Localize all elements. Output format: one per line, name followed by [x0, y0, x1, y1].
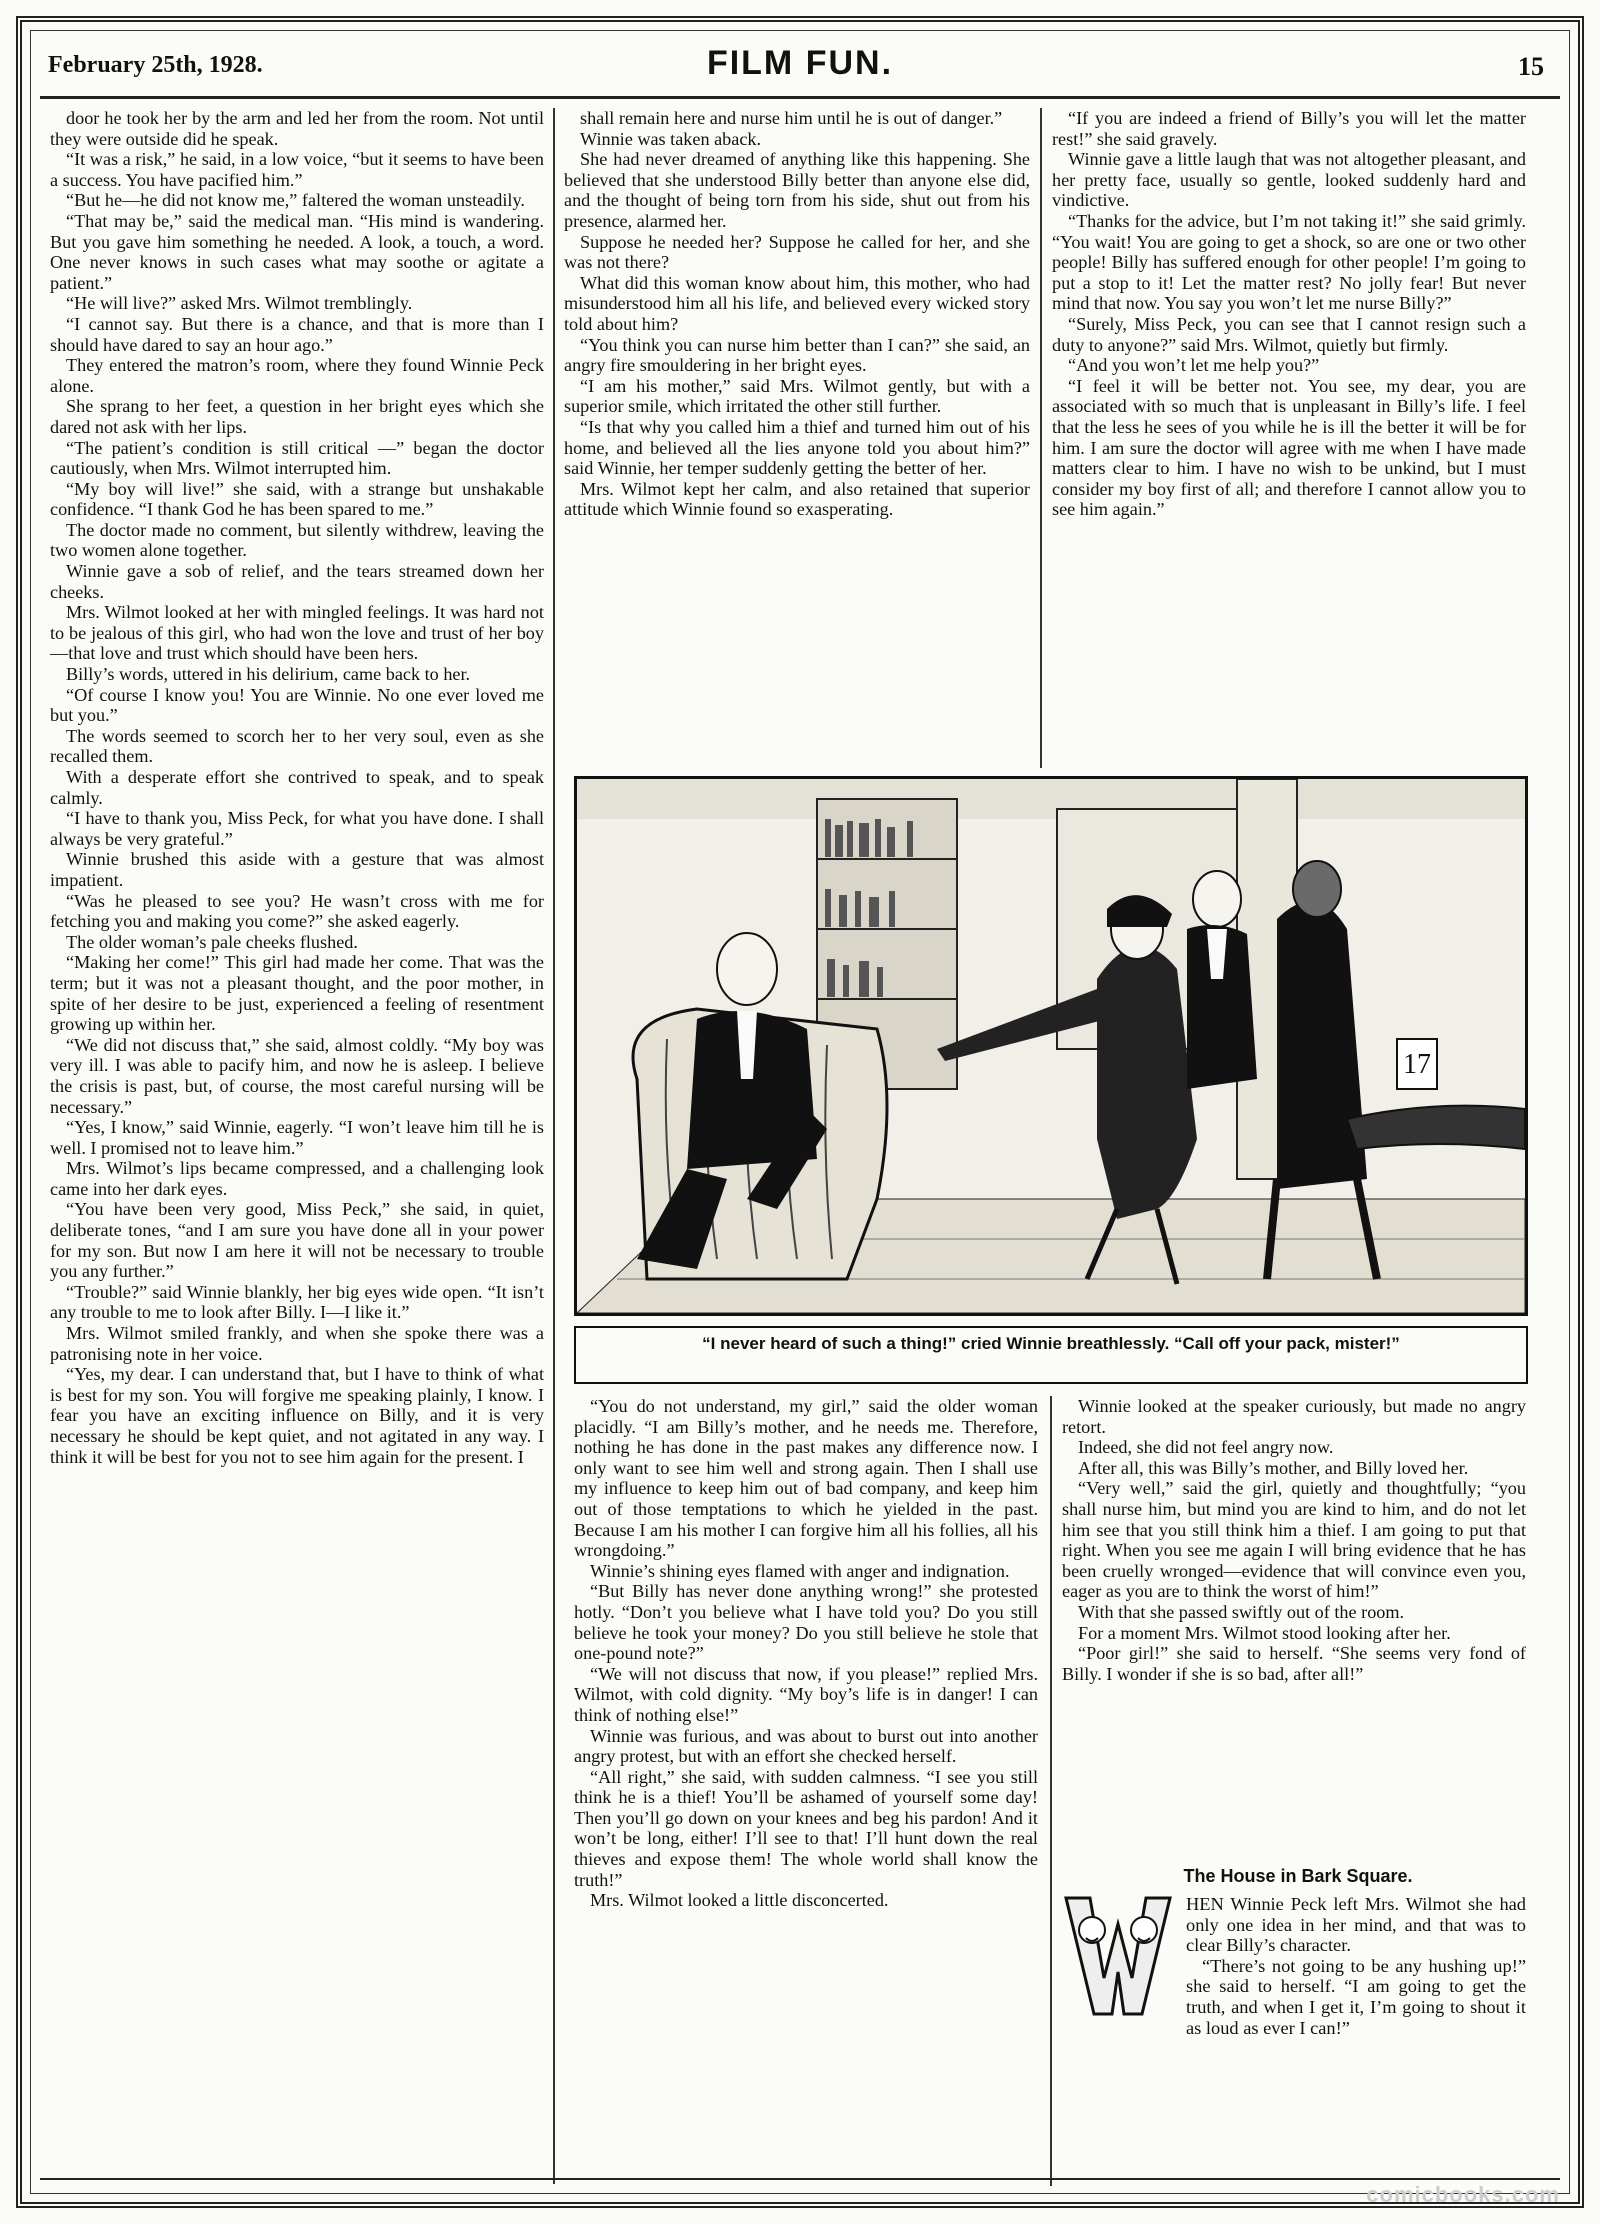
paragraph: After all, this was Billy’s mother, and Billy loved her. [1078, 1457, 1469, 1478]
paragraph: Winnie was taken aback. [580, 128, 762, 149]
paragraph: For a moment Mrs. Wilmot stood looking after her. [1078, 1622, 1451, 1643]
paragraph: The doctor made no comment, but silently withdrew, leaving the two women alone together. [50, 519, 544, 561]
paragraph: The older woman’s pale cheeks flushed. [66, 931, 358, 952]
paragraph: Mrs. Wilmot’s lips became compressed, and a challenging look came into her dark eyes. [50, 1158, 544, 1199]
paragraph: “I feel it will be better not. You see, my dear, you are associated with so much that is unpleasant in Billy’s life. I feel that the less he sees of you while he is ill the better it will be for him. I am sure the doctor will agree with me when I have made matters clear to him. I have no wish to be unkind, but I must consider my boy first of all; and therefore I cannot allow you to see him again.” [1052, 375, 1526, 520]
paragraph: “Thanks for the advice, but I’m not taking it!” she said grimly. “You wait! You are going to get a shock, so are one or two other people! Billy has suffered enough for other people! I’m going to put a stop to it! Let the matter rest? No jolly fear! But never mind that now. You say you won’t let me nurse Billy?” [1052, 210, 1526, 314]
paragraph: “I cannot say. But there is a chance, and that is more than I should have dared to say an hour ago.” [50, 313, 544, 355]
paragraph: “But Billy has never done anything wrong!” she protested hotly. “Don’t you believe what I have told you? Do you still believe he took your money? Do you still believe he stole that one-pound note?” [574, 1581, 1038, 1664]
paragraph: Suppose he needed her? Suppose he called for her, and she was not there? [564, 231, 1030, 273]
paragraph: She had never dreamed of anything like this happening. She believed that she understood Billy better than anyone else did, and the thought of being torn from his side, shut out from his presence, alarmed her. [564, 149, 1030, 231]
paragraph: “Yes, I know,” said Winnie, eagerly. “I won’t leave him till he is well. I promised not to leave him.” [50, 1117, 544, 1158]
column-divider [1050, 1396, 1052, 2186]
column-divider [553, 108, 555, 2184]
column-3 [1052, 108, 1526, 768]
paragraph: Indeed, she did not feel angry now. [1078, 1437, 1334, 1458]
sign-number: 17 [1403, 1049, 1431, 1080]
paragraph: She sprang to her feet, a question in her bright eyes which she dared not ask with her lips. [50, 396, 544, 437]
paragraph: “I am his mother,” said Mrs. Wilmot gently, but with a superior smile, which irritated the other still further. [564, 375, 1030, 417]
page-number: 15 [1518, 52, 1544, 81]
issue-date: February 25th, 1928. [48, 52, 263, 78]
paragraph: “Surely, Miss Peck, you can see that I cannot resign such a duty to anyone?” said Mrs. Wilmot, quietly but firmly. [1052, 313, 1526, 355]
paragraph: Mrs. Wilmot smiled frankly, and when she spoke there was a patronising note in her voice. [50, 1323, 544, 1364]
paragraph: door he took her by the arm and led her from the room. Not until they were outside did he speak. [50, 108, 544, 149]
section-heading: The House in Bark Square. [1183, 1866, 1413, 1886]
paragraph: “We did not discuss that,” she said, almost coldly. “My boy was very ill. I was able to pacify him, and now he is asleep. I believe the crisis is past, but, of course, the most careful nursing will be necessary.” [50, 1034, 544, 1117]
paragraph: “Very well,” said the girl, quietly and thoughtfully; “you shall nurse him, but mind you are kind to him, and do not let him see that you still think him a thief. I am going to put that right. When you see me again I will bring evidence that he has been cruelly wronged—evidence that will convince even you, eager as you are to think the worst of him!” [1062, 1478, 1526, 1602]
paragraph: shall remain here and nurse him until he is out of danger.” [580, 108, 1003, 128]
paragraph: “He will live?” asked Mrs. Wilmot tremblingly. [66, 293, 413, 314]
paragraph: “Trouble?” said Winnie blankly, her big eyes wide open. “It isn’t any trouble to me to look after Billy. I—I like it.” [50, 1281, 544, 1323]
paragraph: “Yes, my dear. I can understand that, but I have to think of what is best for my son. You will forgive me speaking plainly, I know. I fear you have an exciting influence on Billy, and it is very necessary he should be kept quiet, and not agitated in any way. I think it will be best for you not to see him again for the present. I [50, 1364, 544, 1467]
paragraph: Billy’s words, uttered in his delirium, came back to her. [66, 664, 471, 685]
illustration-drawing [577, 779, 1525, 1313]
paragraph: Winnie gave a sob of relief, and the tears streamed down her cheeks. [50, 561, 544, 602]
paragraph: “The patient’s condition is still critical —” began the doctor cautiously, when Mrs. Wilmot interrupted him. [50, 437, 544, 479]
magazine-title: FILM FUN. [706, 44, 894, 82]
footer-rule [40, 2178, 1560, 2180]
paragraph: What did this woman know about him, this mother, who had misunderstood him all his life, and believed every wicked story told about him? [564, 272, 1030, 334]
paragraph: Winnie brushed this aside with a gesture that was almost impatient. [50, 849, 544, 890]
column-2 [564, 108, 1030, 768]
paragraph: “Was he pleased to see you? He wasn’t cross with me for fetching you and making you come?” she asked eagerly. [50, 890, 544, 932]
paragraph: “I have to thank you, Miss Peck, for what you have done. I shall always be very grateful.” [50, 808, 544, 849]
story-illustration [574, 776, 1528, 1316]
paragraph: “Of course I know you! You are Winnie. No one ever loved me but you.” [50, 684, 544, 726]
paragraph: “Is that why you called him a thief and turned him out of his home, and believed all the lies anyone told you about him?” said Winnie, her temper suddenly getting the better of her. [564, 416, 1030, 479]
paragraph: “My boy will live!” she said, with a strange but unshakable confidence. “I thank God he has been spared to me.” [50, 478, 544, 520]
paragraph: “You do not understand, my girl,” said the older woman placidly. “I am Billy’s mother, and he needs me. Therefore, nothing he has done in the past makes any difference now. I only want to see him well and strong again. Then I shall use my influence to keep him out of bad company, and keep him out of those temptations to which he yielded in the past. Because I am his mother I can forgive him all his follies, all his wrongdoing.” [574, 1396, 1038, 1561]
paragraph: “You have been very good, Miss Peck,” she said, in quiet, deliberate tones, “and I am sure you have done all in your power for my son. But now I am here it will not be necessary to trouble you any further.” [50, 1199, 544, 1282]
watermark: comicbooks.com [1366, 2182, 1560, 2207]
paragraph: They entered the matron’s room, where they found Winnie Peck alone. [50, 355, 544, 396]
paragraph: “You think you can nurse him better than I can?” she said, an angry fire smouldering in her bright eyes. [564, 334, 1030, 376]
paragraph: “There’s not going to be any hushing up!” she said to herself. “I am going to get the truth, and when I get it, I’m going to shout it as loud as ever I can!” [1186, 1955, 1526, 2038]
paragraph: The words seemed to scorch her to her very soul, even as she recalled them. [50, 725, 544, 767]
paragraph: “Making her come!” This girl had made her come. That was the term; but it was not a pleasant thought, and the poor mother, in spite of her desire to be just, experienced a feeling of resentment growing up within her. [50, 952, 544, 1035]
paragraph: Mrs. Wilmot looked at her with mingled feelings. It was hard not to be jealous of this girl, who had won the love and trust of her boy—that love and trust which should have been hers. [50, 602, 544, 664]
illustration-caption: “I never heard of such a thing!” cried Winnie breathlessly. “Call off your pack, mister!” [574, 1326, 1528, 1384]
header-rule [40, 96, 1560, 99]
paragraph: Winnie’s shining eyes flamed with anger and indignation. [590, 1560, 1010, 1581]
paragraph: “Poor girl!” she said to herself. “She seems very fond of Billy. I wonder if she is so bad, after all!” [1062, 1643, 1526, 1684]
paragraph: “And you won’t let me help you?” [1068, 355, 1320, 376]
paragraph: “All right,” she said, with sudden calmness. “I see you still think he is a thief! You’ll be ashamed of yourself some day! Then you’ll go down on your knees and beg his pardon! And it won’t be long, either! I’ll see to that! I’ll hunt down the real thieves and expose them! The whole world shall know the truth!” [574, 1766, 1038, 1890]
paragraph: “But he—he did not know me,” faltered the woman unsteadily. [66, 190, 525, 211]
paragraph: “It was a risk,” he said, in a low voice, “but it seems to have been a success. You have pacified him.” [50, 149, 544, 190]
paragraph: With a desperate effort she contrived to speak, and to speak calmly. [50, 767, 544, 808]
page-header [48, 44, 1552, 94]
paragraph: HEN Winnie Peck left Mrs. Wilmot she had only one idea in her mind, and that was to clear Billy’s character. [1186, 1894, 1526, 1956]
column-4 [574, 1396, 1038, 2188]
column-1 [50, 108, 544, 2188]
paragraph: “We will not discuss that now, if you please!” replied Mrs. Wilmot, with cold dignity. “My boy’s life is in danger! I can think of nothing else!” [574, 1663, 1038, 1725]
paragraph: Winnie looked at the speaker curiously, but made no angry retort. [1062, 1396, 1526, 1437]
column-5 [1062, 1396, 1526, 1858]
paragraph: Winnie was furious, and was about to burst out into another angry protest, but with an effort she checked herself. [574, 1725, 1038, 1767]
paragraph: “That may be,” said the medical man. “His mind is wandering. But you gave him something he needed. A look, a touch, a word. One never knows in such cases what may soothe or agitate a patient.” [50, 210, 544, 293]
paragraph: “If you are indeed a friend of Billy’s you will let the matter rest!” she said gravely. [1052, 108, 1526, 149]
drop-cap-illustration [1062, 1892, 1174, 2020]
drop-cap [1062, 1892, 1174, 2020]
paragraph: Mrs. Wilmot looked a little disconcerted. [590, 1890, 889, 1911]
paragraph: Winnie gave a little laugh that was not altogether pleasant, and her pretty face, usually so gentle, looked suddenly hard and vindictive. [1052, 149, 1526, 211]
paragraph: Mrs. Wilmot kept her calm, and also retained that superior attitude which Winnie found so exasperating. [564, 478, 1030, 520]
column-5-continued [1186, 1894, 1526, 2188]
paragraph: With that she passed swiftly out of the room. [1078, 1601, 1405, 1622]
column-divider [1040, 108, 1042, 768]
